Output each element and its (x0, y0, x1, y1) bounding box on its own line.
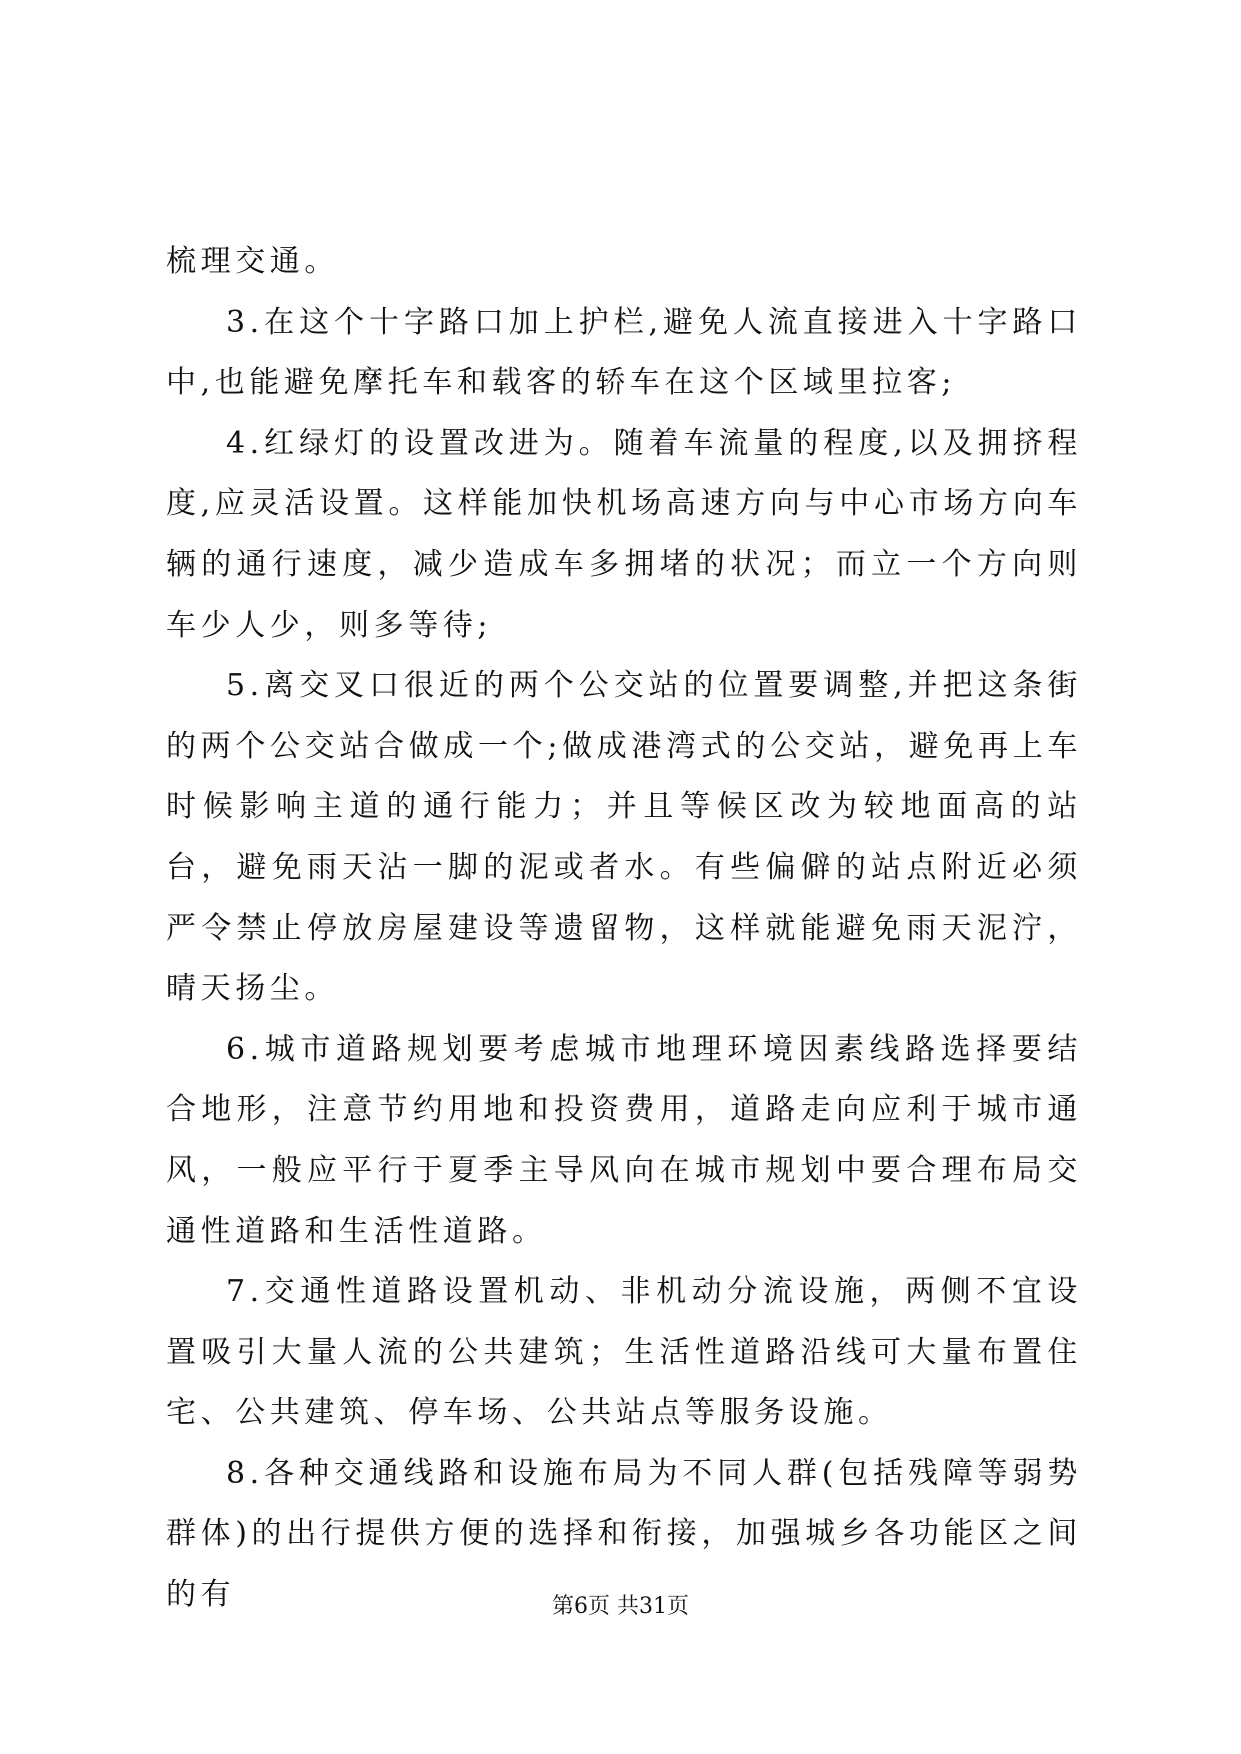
paragraph-continuation: 梳理交通。 (166, 244, 339, 279)
paragraph-item-3: 3.在这个十字路口加上护栏,避免人流直接进入十字路口中,也能避免摩托车和载客的轿车在这个区域里拉客; (166, 304, 1082, 401)
paragraph-item-4: 4.红绿灯的设置改进为。随着车流量的程度,以及拥挤程度,应灵活设置。这样能加快机场高速方向与中心市场方向车辆的通行速度，减少造成车多拥堵的状况；而立一个方向则车少人少，则多等待; (166, 425, 1082, 643)
body-text (166, 232, 1082, 1626)
paragraph-item-8: 8.各种交通线路和设施布局为不同人群(包括残障等弱势群体)的出行提供方便的选择和衔接，加强城乡各功能区之间的有 (166, 1455, 1082, 1613)
page-number-footer: 第6页 共31页 (552, 1594, 689, 1619)
paragraph-item-6: 6.城市道路规划要考虑城市地理环境因素线路选择要结合地形，注意节约用地和投资费用，道路走向应利于城市通风，一般应平行于夏季主导风向在城市规划中要合理布局交通性道路和生活性道路。 (166, 1031, 1082, 1249)
paragraph-item-7: 7.交通性道路设置机动、非机动分流设施，两侧不宜设置吸引大量人流的公共建筑；生活性道路沿线可大量布置住宅、公共建筑、停车场、公共站点等服务设施。 (166, 1274, 1082, 1431)
paragraph-item-5: 5.离交叉口很近的两个公交站的位置要调整,并把这条街的两个公交站合做成一个;做成港湾式的公交站，避免再上车时候影响主道的通行能力；并且等候区改为较地面高的站台，避免雨天沾一脚的泥或者水。有些偏僻的站点附近必须严令禁止停放房屋建设等遗留物，这样就能避免雨天泥泞，晴天扬尘。 (166, 668, 1082, 1007)
